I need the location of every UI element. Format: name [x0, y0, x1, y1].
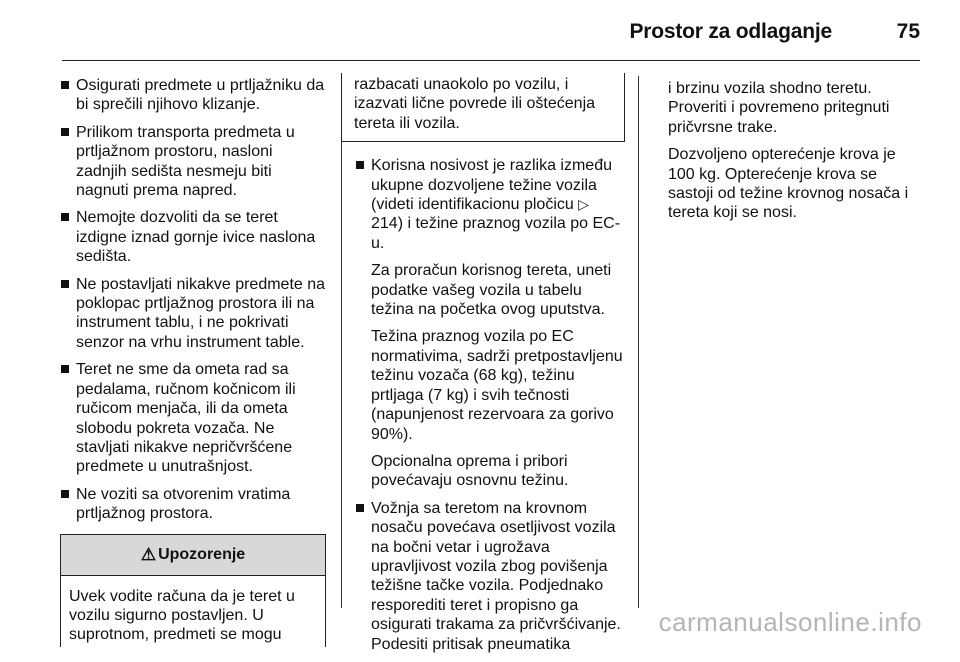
warning-title: Upozorenje: [158, 545, 246, 563]
column-2: [355, 73, 625, 662]
bullet-list: [355, 156, 625, 654]
list-item: Osigurati predmete u prtljažniku da bi sprečili njihovo klizanje.: [60, 76, 326, 115]
list-item: Teret ne sme da ometa rad sa pedalama, ručnom kočnicom ili ručicom menjača, ili da ometa slobodu pokreta vozača. Ne stavljati nikakve nepričvršćene predmete u unutrašnjost.: [60, 360, 326, 476]
column-divider-1: [341, 76, 342, 608]
paragraph: Težina praznog vozila po EC normativima, sadrži pretpostavljenu težinu vozača (68 kg), težinu prtljaga (7 kg) i svih tečnosti (napunjenost rezervoara za gorivo 90%).: [371, 328, 623, 443]
paragraph-text: Korisna nosivost je razlika između ukupne dozvoljene težine vozila (videti identifikacionu pločicu: [371, 157, 612, 214]
page-number: 75: [896, 20, 920, 43]
paragraph: [371, 156, 625, 253]
warning-header: [61, 535, 325, 576]
paragraph: i brzinu vozila shodno teretu. Proveriti i povremeno pritegnuti pričvrsne trake.: [668, 80, 890, 136]
column-1: [60, 76, 326, 647]
paragraph-text: 214) i težine praznog vozila po EC-u.: [371, 215, 621, 252]
paragraph: Za proračun korisnog tereta, uneti podatke vašeg vozila u tabelu težina na početka ovog uputstva.: [371, 262, 612, 319]
list-item: Ne voziti sa otvorenim vratima prtljažnog prostora.: [60, 485, 326, 524]
warning-continuation-text: razbacati unaokolo po vozilu, i izazvati lične povrede ili oštećenja tereta ili vozila.: [354, 76, 596, 132]
column-divider-2: [638, 76, 639, 608]
watermark: carmanualsonline.info: [658, 607, 922, 637]
paragraph: Opcionalna oprema i pribori povećavaju osnovnu težinu.: [371, 452, 569, 490]
list-item: Ne postavljati nikakve predmete na poklopac prtljažnog prostora ili na instrument tablu, i ne pokrivati senzor na vrhu instrument table.: [60, 275, 326, 353]
warning-box: [60, 534, 326, 647]
list-item: [355, 156, 625, 491]
bullet-list: [60, 76, 326, 524]
list-item: Prilikom transporta predmeta u prtljažnom prostoru, nasloni zadnjih sedišta nesmeju biti nagnuti prema napred.: [60, 123, 326, 201]
page-title: Prostor za odlaganje: [629, 20, 832, 43]
paragraph: Dozvoljeno opterećenje krova je 100 kg. Opterećenje krova se sastoji od težine krovnog nosača i tereta koji se nosi.: [668, 146, 909, 222]
page-ref-triangle-icon: ▷: [578, 196, 590, 213]
list-item: Nemojte dozvoliti da se teret izdigne iznad gornje ivice naslona sedišta.: [60, 208, 326, 266]
warning-continuation-box: [341, 73, 625, 142]
header-rule: [62, 60, 920, 61]
column-3: [668, 79, 926, 231]
list-item: Vožnja sa teretom na krovnom nosaču povećava osetljivost vozila na bočni vetar i ugrožava upravljivost vozila zbog povišenja težišne tačke vozila. Podjednako resporediti teret i propisno ga osigurati trakama za pričvršćivanje. Podesiti pritisak pneumatika: [355, 499, 625, 654]
warning-text: Uvek vodite računa da je teret u vozilu sigurno postavljen. U suprotnom, predmeti se mogu: [69, 587, 295, 644]
warning-triangle-icon: ⚠: [140, 544, 157, 564]
